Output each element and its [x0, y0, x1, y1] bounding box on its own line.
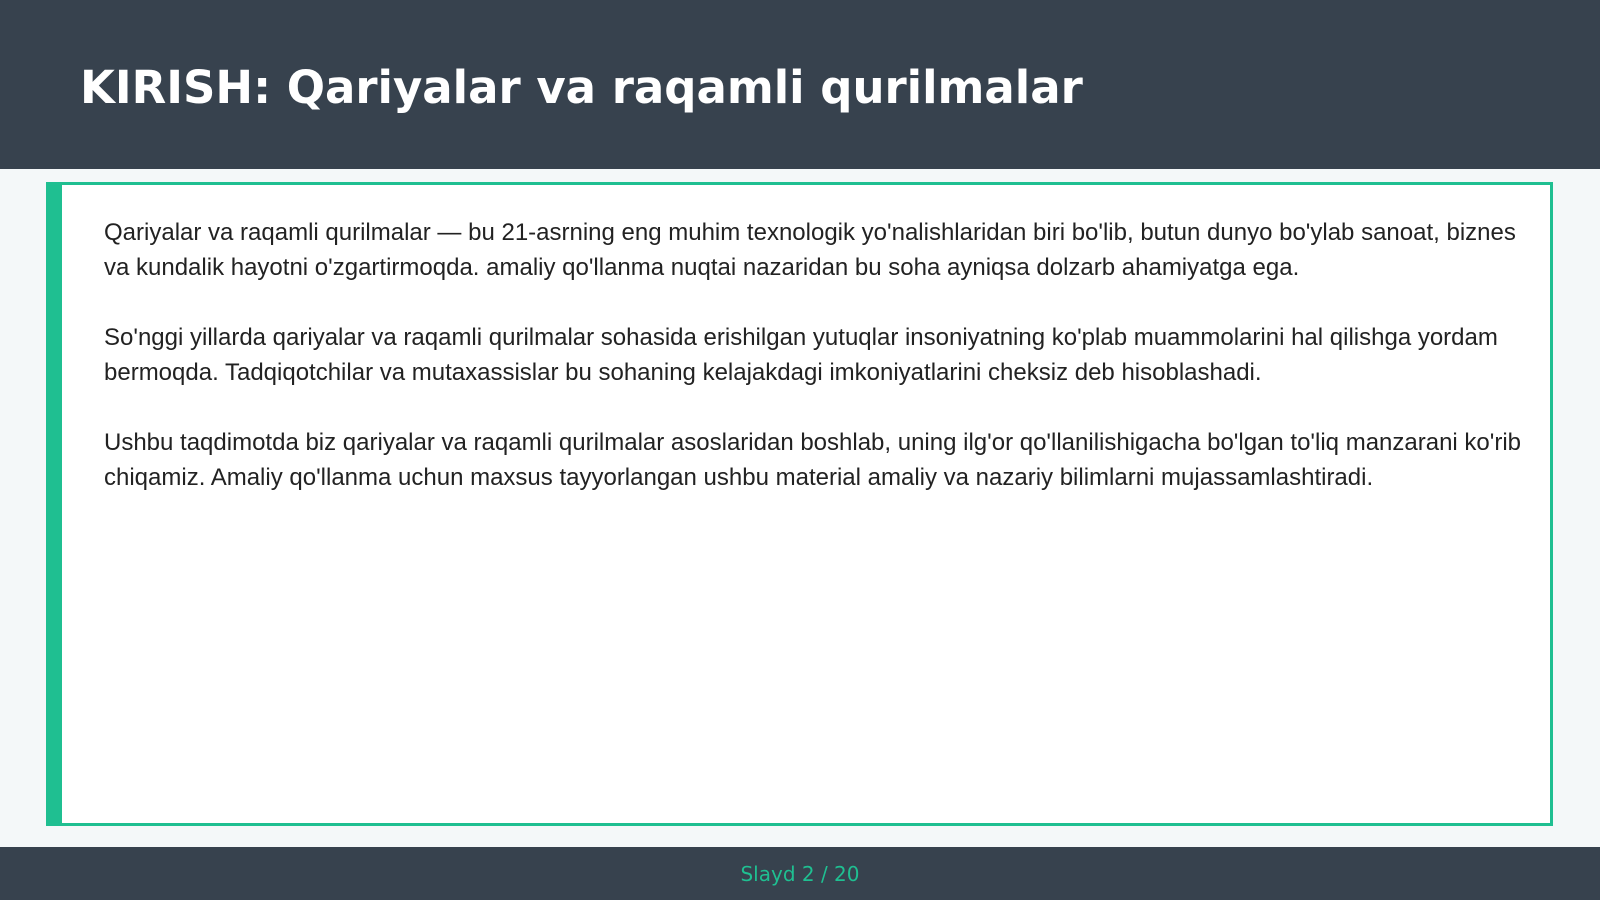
slide-number: Slayd 2 / 20: [740, 862, 860, 886]
content-text: [104, 215, 1524, 530]
paragraph-3: Ushbu taqdimotda biz qariyalar va raqamli qurilmalar asoslaridan boshlab, uning ilg'or qo'llanilishigacha bo'lgan to'liq manzarani ko'rib chiqamiz. Amaliy qo'llanma uchun maxsus tayyorlangan ushbu material amaliy va nazariy bilimlarni mujassamlashtiradi.: [104, 429, 1522, 491]
slide-footer: [0, 847, 1600, 900]
content-box: [46, 182, 1553, 826]
slide-header: [0, 0, 1600, 169]
slide-title: KIRISH: Qariyalar va raqamli qurilmalar: [80, 61, 1083, 114]
paragraph-1: Qariyalar va raqamli qurilmalar — bu 21-asrning eng muhim texnologik yo'nalishlaridan biri bo'lib, butun dunyo bo'ylab sanoat, biznes va kundalik hayotni o'zgartirmoqda. amaliy qo'llanma nuqtai nazaridan bu soha ayniqsa dolzarb ahamiyatga ega.: [104, 219, 1516, 281]
paragraph-2: So'nggi yillarda qariyalar va raqamli qurilmalar sohasida erishilgan yutuqlar insoniyatning ko'plab muammolarini hal qilishga yordam bermoqda. Tadqiqotchilar va mutaxassislar bu sohaning kelajakdagi imkoniyatlarini cheksiz deb hisoblashadi.: [104, 324, 1498, 386]
